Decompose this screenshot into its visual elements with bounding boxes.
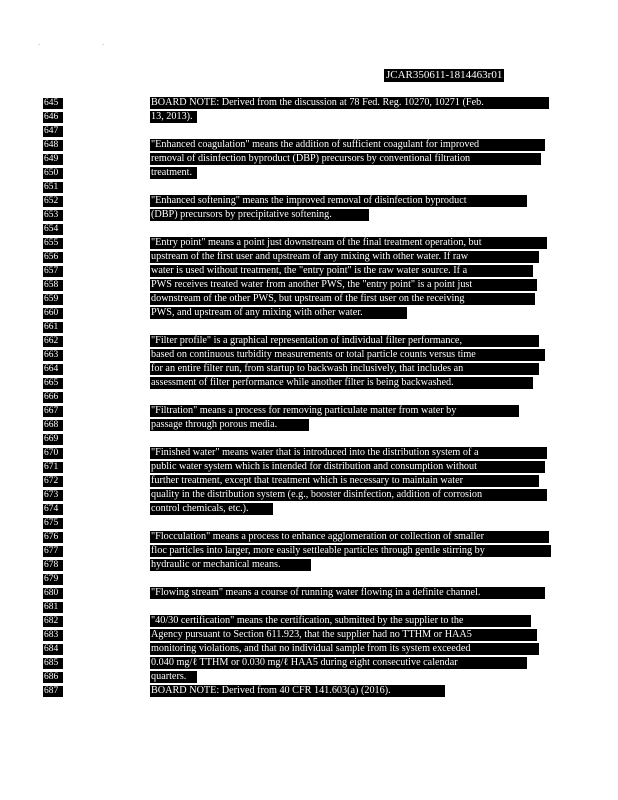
line-number: 657	[43, 266, 63, 277]
text-line: monitoring violations, and that no individual sample from its system exceeded	[150, 643, 539, 655]
line-number: 673	[43, 490, 63, 501]
line-number: 669	[43, 434, 63, 445]
text-line: floc particles into larger, more easily settleable particles through gentle stirring by	[150, 545, 551, 557]
line-number: 656	[43, 252, 63, 263]
text-line: quarters.	[150, 671, 197, 683]
text-line: public water system which is intended for distribution and consumption without	[150, 461, 545, 473]
line-number: 674	[43, 504, 63, 515]
line-number: 659	[43, 294, 63, 305]
line-number: 651	[43, 182, 63, 193]
definition-filtration: "Filtration" means a process for removing particulate matter from water by	[150, 405, 519, 417]
line-number: 660	[43, 308, 63, 319]
text-line: water is used without treatment, the "entry point" is the raw water source. If a	[150, 265, 533, 277]
line-number: 663	[43, 350, 63, 361]
line-number: 649	[43, 154, 63, 165]
text-line: 13, 2013).	[150, 111, 197, 123]
text-line: treatment.	[150, 167, 197, 179]
line-number: 683	[43, 630, 63, 641]
line-number: 671	[43, 462, 63, 473]
line-number: 680	[43, 588, 63, 599]
line-number: 682	[43, 616, 63, 627]
line-number: 685	[43, 658, 63, 669]
definition-flowing-stream: "Flowing stream" means a course of running water flowing in a definite channel.	[150, 587, 545, 599]
text-line: PWS, and upstream of any mixing with other water.	[150, 307, 407, 319]
definition-filter-profile: "Filter profile" is a graphical representation of individual filter performance,	[150, 335, 539, 347]
text-line: upstream of the first user and upstream of any mixing with other water. If raw	[150, 251, 539, 263]
line-number: 672	[43, 476, 63, 487]
line-number: 676	[43, 532, 63, 543]
line-number: 662	[43, 336, 63, 347]
text-line: Agency pursuant to Section 611.923, that the supplier had no TTHM or HAA5	[150, 629, 537, 641]
line-number: 652	[43, 196, 63, 207]
text-line: hydraulic or mechanical means.	[150, 559, 311, 571]
text-line: removal of disinfection byproduct (DBP) precursors by conventional filtration	[150, 153, 541, 165]
line-number: 654	[43, 224, 63, 235]
line-number: 667	[43, 406, 63, 417]
line-number: 653	[43, 210, 63, 221]
text-line: (DBP) precursors by precipitative softening.	[150, 209, 369, 221]
definition-entry-point: "Entry point" means a point just downstream of the final treatment operation, but	[150, 237, 547, 249]
text-line: 0.040 mg/ℓ TTHM or 0.030 mg/ℓ HAA5 during eight consecutive calendar	[150, 657, 527, 669]
line-number: 666	[43, 392, 63, 403]
line-number: 664	[43, 364, 63, 375]
line-number: 686	[43, 672, 63, 683]
line-number: 650	[43, 168, 63, 179]
text-line: further treatment, except that treatment which is necessary to maintain water	[150, 475, 539, 487]
line-number: 679	[43, 574, 63, 585]
line-number: 658	[43, 280, 63, 291]
text-line: for an entire filter run, from startup to backwash inclusively, that includes an	[150, 363, 539, 375]
definition-enhanced-softening: "Enhanced softening" means the improved removal of disinfection byproduct	[150, 195, 527, 207]
board-note-cfr: BOARD NOTE: Derived from 40 CFR 141.603(a) (2016).	[150, 685, 445, 697]
scan-marks: . .	[38, 38, 134, 47]
text-line: downstream of the other PWS, but upstream of the first user on the receiving	[150, 293, 535, 305]
text-line: quality in the distribution system (e.g., booster disinfection, addition of corrosion	[150, 489, 547, 501]
line-number: 677	[43, 546, 63, 557]
definition-enhanced-coagulation: "Enhanced coagulation" means the addition of sufficient coagulant for improved	[150, 139, 545, 151]
line-number: 670	[43, 448, 63, 459]
line-number: 668	[43, 420, 63, 431]
line-number: 648	[43, 140, 63, 151]
text-line: based on continuous turbidity measurements or total particle counts versus time	[150, 349, 545, 361]
text-line: passage through porous media.	[150, 419, 309, 431]
line-number: 665	[43, 378, 63, 389]
definition-40-30-certification: "40/30 certification" means the certification, submitted by the supplier to the	[150, 615, 531, 627]
line-number: 681	[43, 602, 63, 613]
board-note-fed-reg: BOARD NOTE: Derived from the discussion at 78 Fed. Reg. 10270, 10271 (Feb.	[150, 97, 549, 109]
text-line: assessment of filter performance while another filter is being backwashed.	[150, 377, 533, 389]
line-number: 645	[43, 98, 63, 109]
line-number: 646	[43, 112, 63, 123]
document-id: JCAR350611-1814463r01	[386, 69, 503, 81]
text-line: PWS receives treated water from another PWS, the "entry point" is a point just	[150, 279, 537, 291]
text-line: control chemicals, etc.).	[150, 503, 273, 515]
line-number: 661	[43, 322, 63, 333]
line-number: 655	[43, 238, 63, 249]
line-number: 678	[43, 560, 63, 571]
line-number: 687	[43, 686, 63, 697]
definition-finished-water: "Finished water" means water that is introduced into the distribution system of a	[150, 447, 547, 459]
line-number: 647	[43, 126, 63, 137]
line-number: 684	[43, 644, 63, 655]
definition-flocculation: "Flocculation" means a process to enhance agglomeration or collection of smaller	[150, 531, 549, 543]
line-number: 675	[43, 518, 63, 529]
